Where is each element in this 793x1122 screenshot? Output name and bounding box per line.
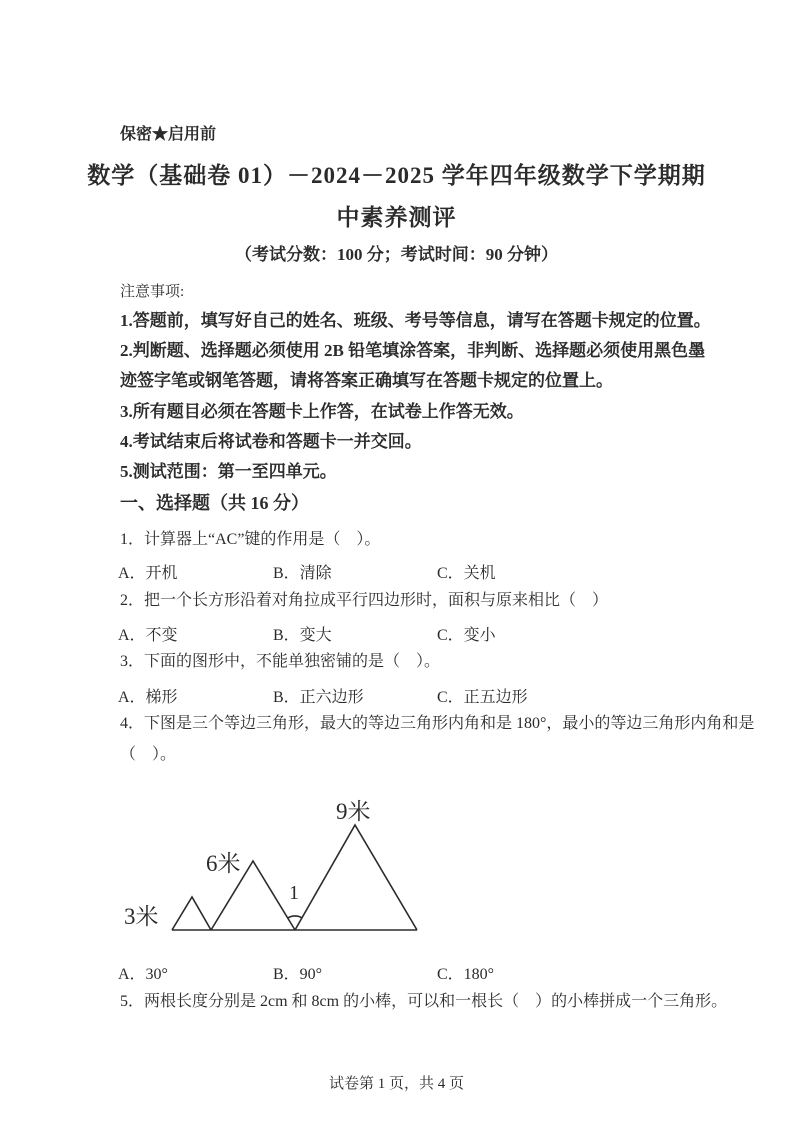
question-3-option-c: C．正五边形	[437, 689, 528, 706]
question-3-option-a: A．梯形	[118, 689, 178, 706]
exam-title-line1: 数学（基础卷 01）－2024－2025 学年四年级数学下学期期	[87, 163, 706, 188]
question-2-option-c: C．变小	[437, 627, 496, 644]
page-footer: 试卷第 1 页，共 4 页	[328, 1076, 464, 1092]
question-3-options	[118, 684, 680, 706]
notice-item-5: 5.测试范围：第一至四单元。	[120, 462, 337, 481]
notice-item-2-line1: 2.判断题、选择题必须使用 2B 铅笔填涂答案，非判断、选择题必须使用黑色墨	[120, 341, 706, 360]
question-1-option-c: C．关机	[437, 565, 496, 582]
question-2-option-a: A．不变	[118, 627, 178, 644]
section-1-heading: 一、选择题（共 16 分）	[120, 493, 309, 513]
small-triangle	[172, 897, 211, 930]
question-1-option-b: B．清除	[273, 565, 332, 582]
notice-heading: 注意事项:	[120, 284, 185, 300]
secrecy-notice: 保密★启用前	[120, 126, 217, 143]
question-4-text-line2: （ ）。	[120, 746, 177, 763]
question-4-options	[118, 961, 680, 983]
angle-1-arc	[288, 916, 302, 918]
question-4-text-line1: 4．下图是三个等边三角形，最大的等边三角形内角和是 180°，最小的等边三角形内角和是	[120, 715, 755, 732]
large-triangle	[295, 825, 417, 930]
triangle-figure	[120, 787, 430, 955]
question-3-option-b: B．正六边形	[273, 689, 364, 706]
question-3-text: 3．下面的图形中，不能单独密铺的是（ ）。	[120, 653, 441, 670]
label-angle-1: 1	[289, 882, 299, 904]
question-1-text: 1．计算器上“AC”键的作用是（ ）。	[120, 531, 381, 548]
question-1-option-a: A．开机	[118, 565, 178, 582]
label-6m: 6米	[206, 851, 241, 876]
label-3m: 3米	[124, 904, 159, 929]
question-2-options	[118, 622, 680, 644]
question-1-options	[118, 560, 680, 582]
exam-info: （考试分数：100 分；考试时间：90 分钟）	[235, 245, 558, 264]
label-9m: 9米	[336, 799, 371, 824]
notice-item-1: 1.答题前，填写好自己的姓名、班级、考号等信息，请写在答题卡规定的位置。	[120, 311, 711, 330]
question-4-option-c: C．180°	[437, 966, 495, 983]
notice-item-3: 3.所有题目必须在答题卡上作答，在试卷上作答无效。	[120, 402, 524, 421]
notice-item-4: 4.考试结束后将试卷和答题卡一并交回。	[120, 432, 422, 451]
question-4-option-a: A．30°	[118, 966, 168, 983]
question-2-option-b: B．变大	[273, 627, 332, 644]
question-2-text: 2．把一个长方形沿着对角拉成平行四边形时，面积与原来相比（ ）	[120, 592, 609, 609]
question-4-option-b: B．90°	[273, 966, 323, 983]
question-5-text: 5．两根长度分别是 2cm 和 8cm 的小棒，可以和一根长（ ）的小棒拼成一个三角形。	[120, 993, 728, 1010]
notice-item-2-line2: 迹签字笔或钢笔答题，请将答案正确填写在答题卡规定的位置上。	[120, 371, 613, 390]
exam-title-line2: 中素养测评	[336, 205, 457, 230]
